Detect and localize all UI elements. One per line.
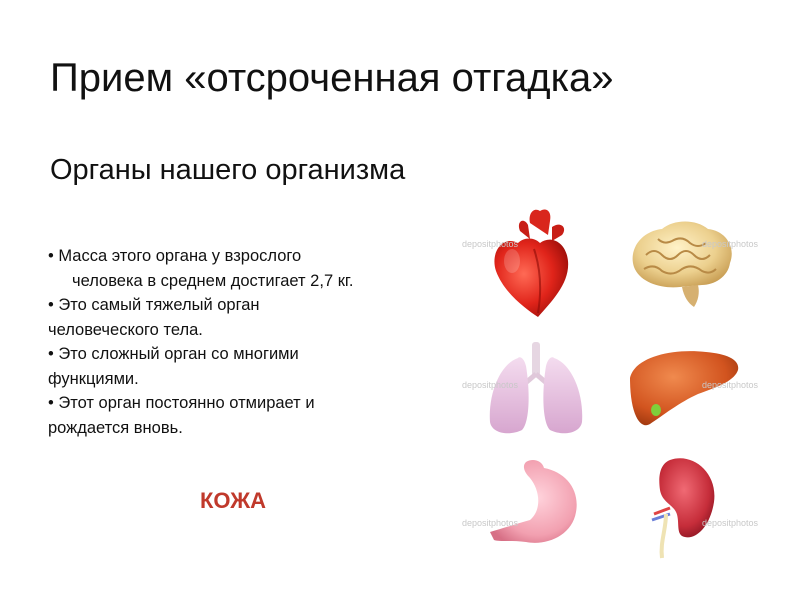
watermark-text: depositphotos [462, 518, 519, 528]
clue-item [48, 293, 448, 342]
watermark-text: depositphotos [462, 239, 519, 249]
bullet-marker: • [48, 345, 54, 363]
clue-list [48, 244, 448, 440]
clue-text: Этот орган постоянно отмирает и [58, 394, 315, 412]
clue-text: Это сложный орган со многими [58, 345, 299, 363]
organ-image-grid [460, 205, 760, 560]
clue-item [48, 244, 448, 293]
slide-subtitle: Органы нашего организма [50, 154, 406, 186]
watermark-text: depositphotos [462, 380, 519, 390]
slide-title: Прием «отсроченная отгадка» [50, 56, 614, 100]
stomach-image [460, 450, 610, 568]
clue-text-cont: рождается вновь. [48, 418, 183, 437]
bullet-marker: • [48, 296, 54, 314]
heart-image [460, 205, 610, 323]
clue-text: Масса этого органа у взрослого [53, 247, 302, 265]
liver-image [610, 330, 760, 448]
clue-item [48, 342, 448, 391]
brain-icon [610, 205, 760, 323]
bullet-marker: • [48, 247, 54, 265]
watermark-text: depositphotos [702, 380, 759, 390]
bullet-marker: • [48, 394, 54, 412]
clue-text: Это самый тяжелый орган [58, 296, 260, 314]
answer-text: КОЖА [200, 488, 267, 513]
lungs-image [460, 330, 610, 448]
heart-icon [460, 205, 610, 323]
brain-image [610, 205, 760, 323]
clue-item [48, 391, 448, 440]
watermark-text: depositphotos [702, 518, 759, 528]
kidney-image [610, 450, 760, 568]
clue-text-cont: человека в среднем достигает 2,7 кг. [72, 271, 354, 290]
kidney-icon [610, 450, 760, 568]
clue-text-cont: человеческого тела. [48, 320, 203, 339]
stomach-icon [460, 450, 610, 568]
clue-text-cont: функциями. [48, 369, 139, 388]
watermark-text: depositphotos [702, 239, 759, 249]
